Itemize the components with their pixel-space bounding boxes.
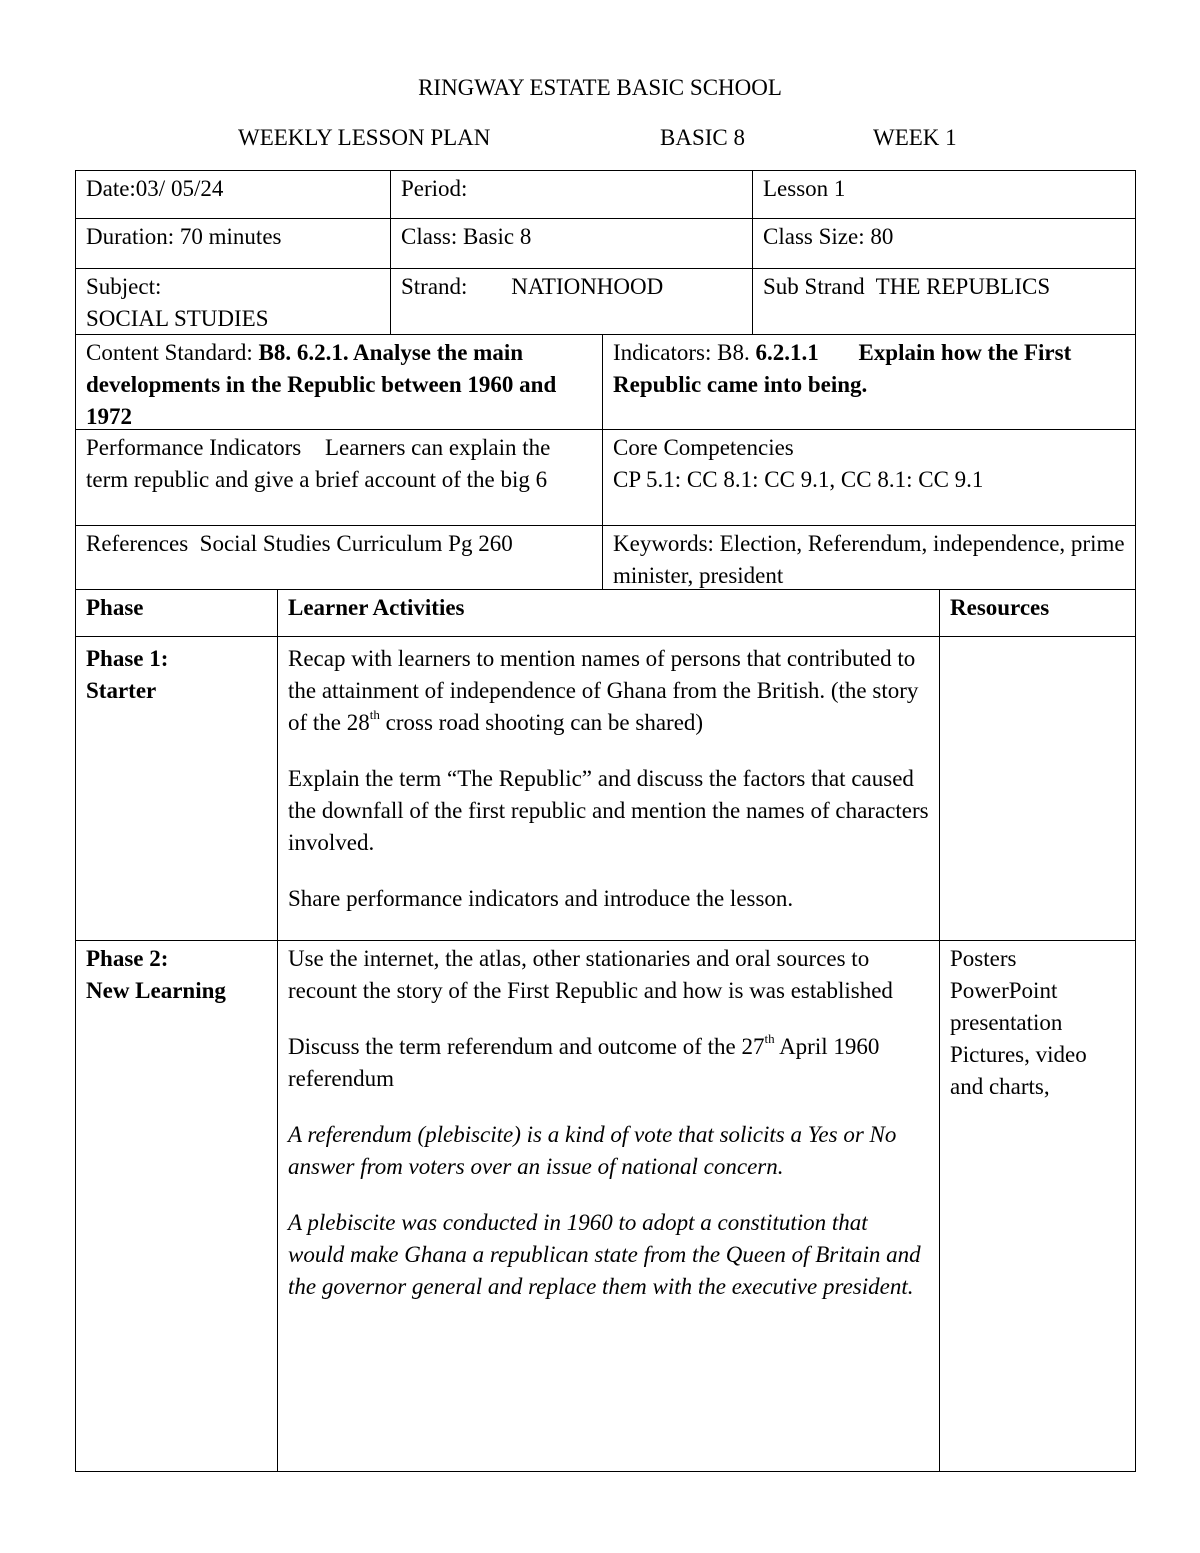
class-size-text: Class Size: 80 [763,224,894,249]
content-standard-label: Content Standard: [86,340,253,365]
referendum-definition: A referendum (plebiscite) is a kind of vote that solicits a Yes or No answer from voters over an issue of national concern. [288,1122,897,1179]
subject-label: Subject: [86,274,162,299]
lesson-text: Lesson 1 [763,176,846,201]
class-text: Class: Basic 8 [401,224,532,249]
core-competencies-label: Core Competencies [613,435,794,460]
plan-title: WEEKLY LESSON PLAN [238,125,491,150]
phase2-resources-text: Posters PowerPoint presentation Pictures, video and charts, [950,946,1087,1099]
keywords-cell [603,526,1136,590]
indicators-code: 6.2.1.1 [755,340,819,365]
phase-header-text: Phase [86,595,144,620]
indicators-label: Indicators: B8. [613,340,750,365]
class-title: BASIC 8 [660,125,745,150]
strand-cell [391,269,753,335]
references-cell [76,526,603,590]
phase1-name: Phase 1: [86,646,169,671]
date-cell [76,171,391,219]
content-standard-value: B8. 6.2.1. Analyse the main developments in the Republic between 1960 and 1972 [86,340,557,429]
references-text: References Social Studies Curriculum Pg 260 [86,531,513,556]
phase2-title: New Learning [86,978,226,1003]
phase1-cell [76,637,278,941]
phase2-paragraph-2: Discuss the term referendum and outcome of the 27th April 1960 referendum [288,1031,880,1091]
lesson-cell [753,171,1136,219]
content-standard-cell [76,335,603,430]
phase2-name: Phase 2: [86,946,169,971]
phase1-paragraph-1: Recap with learners to mention names of persons that contributed to the attainment of independence of Ghana from the British. (the story of the 28th cross road shooting can be shared) [288,646,919,735]
subject-value: SOCIAL STUDIES [86,306,269,331]
phase2-resources-cell [940,941,1136,1472]
keywords-text: Keywords: Election, Referendum, independence, prime minister, president [613,531,1125,588]
core-competencies-value: CP 5.1: CC 8.1: CC 9.1, CC 8.1: CC 9.1 [613,467,984,492]
class-cell [391,219,753,269]
sub-strand-text: Sub Strand THE REPUBLICS [763,274,1051,299]
subject-cell [76,269,391,335]
phase1-resources-cell [940,637,1136,941]
activities-header-text: Learner Activities [288,595,465,620]
week-title: WEEK 1 [873,125,957,150]
strand-label: Strand: [401,274,468,299]
phase1-title: Starter [86,678,157,703]
plebiscite-description: A plebiscite was conducted in 1960 to adopt a constitution that would make Ghana a republican state from the Queen of Britain and the governor general and replace them with the executive president. [288,1210,921,1299]
indicators-cell [603,335,1136,430]
class-size-cell [753,219,1136,269]
duration-cell [76,219,391,269]
phase-header [76,590,278,637]
resources-header-text: Resources [950,595,1050,620]
performance-label: Performance Indicators [86,435,302,460]
period-text: Period: [401,176,468,201]
lesson-info-table [75,170,1136,1472]
activities-header [278,590,940,637]
sub-strand-cell [753,269,1136,335]
school-name: RINGWAY ESTATE BASIC SCHOOL [418,75,782,100]
indicators-value: Explain how the First Republic came into being. [613,340,1072,397]
resources-header [940,590,1136,637]
performance-value: Learners can explain the term republic and give a brief account of the big 6 [86,435,551,492]
phase1-paragraph-2: Explain the term “The Republic” and discuss the factors that caused the downfall of the first republic and mention the names of characters involved. [288,766,929,855]
duration-text: Duration: 70 minutes [86,224,282,249]
phase1-paragraph-3: Share performance indicators and introduce the lesson. [288,886,794,911]
period-cell [391,171,753,219]
date-text: Date:03/ 05/24 [86,176,224,201]
phase2-paragraph-1: Use the internet, the atlas, other stationaries and oral sources to recount the story of the First Republic and how is was established [288,946,893,1003]
phase2-cell [76,941,278,1472]
performance-cell [76,430,603,526]
phase1-activities-cell [278,637,940,941]
phase2-activities-cell [278,941,940,1472]
strand-value: NATIONHOOD [511,274,664,299]
core-competencies-cell [603,430,1136,526]
